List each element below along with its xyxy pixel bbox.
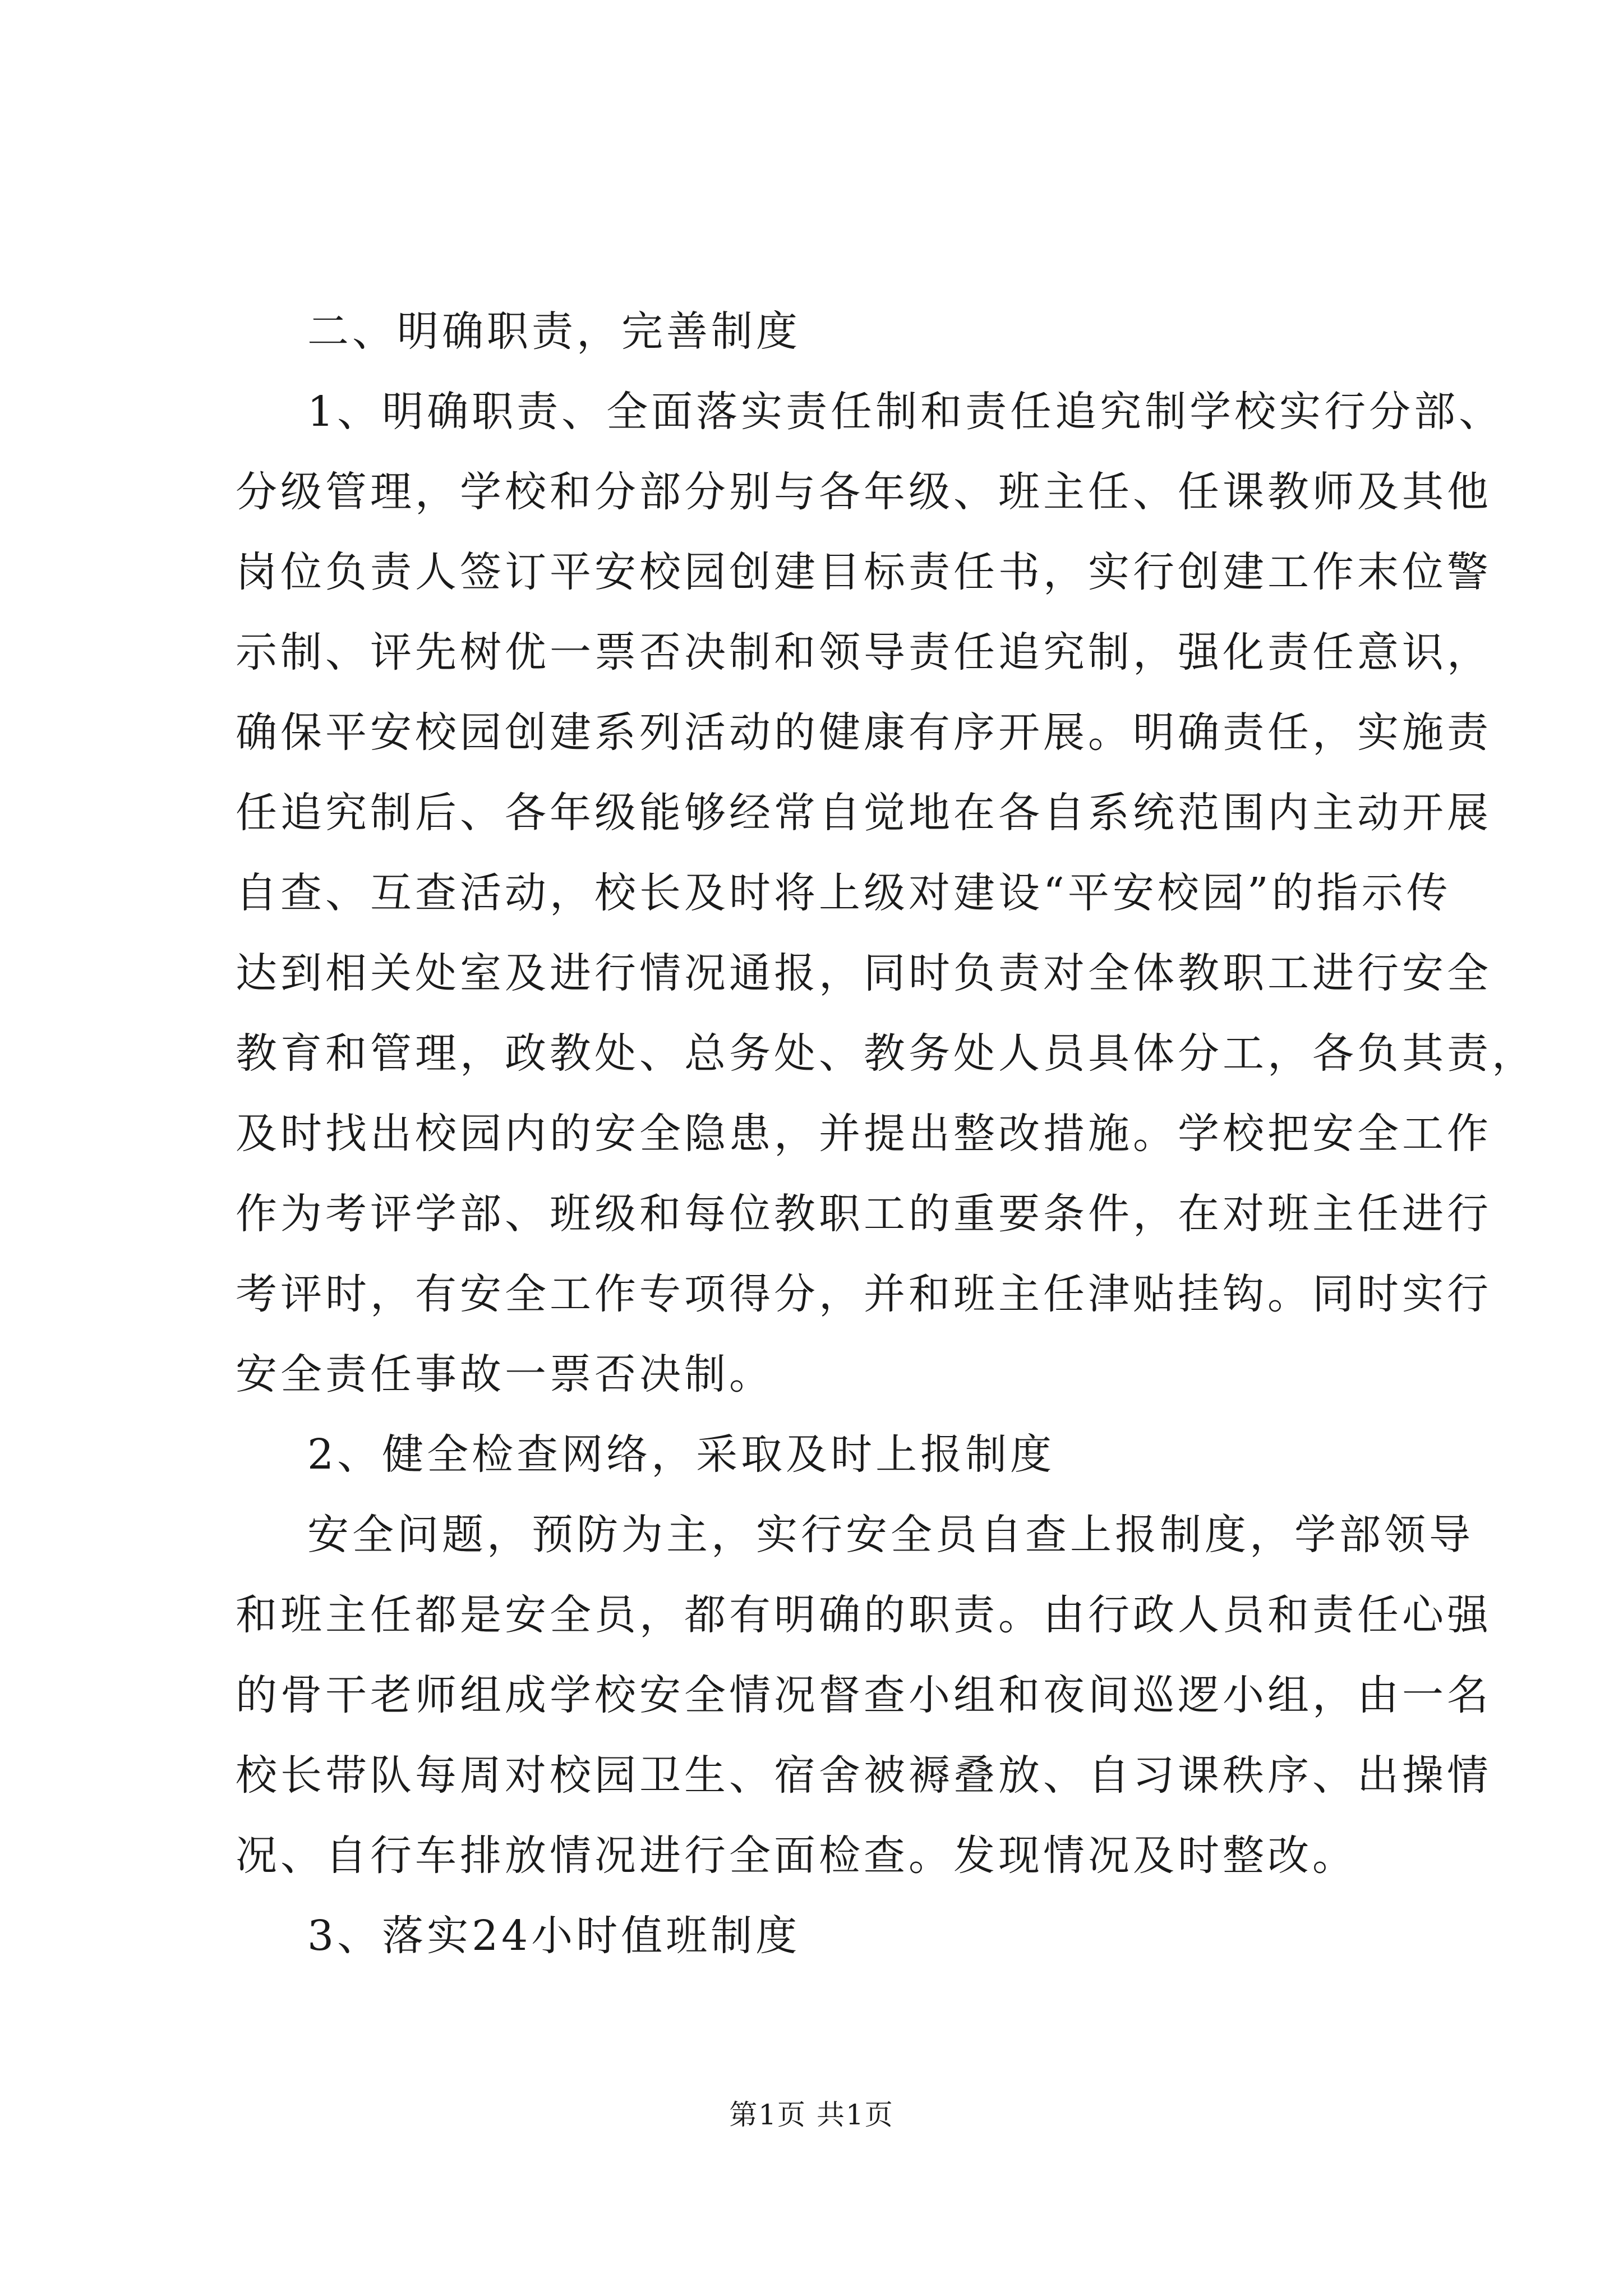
paragraph-2-line: 校长带队每周对校园卫生、宿舍被褥叠放、自习课秩序、出操情 [236,1751,1492,1800]
paragraph-1-line: 及时找出校园内的安全隐患，并提出整改措施。学校把安全工作 [236,1110,1492,1158]
paragraph-1-line: 作为考评学部、班级和每位教职工的重要条件，在对班主任进行 [236,1190,1492,1238]
paragraph-1-line: 1、明确职责、全面落实责任制和责任追究制学校实行分部、 [307,388,1504,436]
paragraph-2-line: 的骨干老师组成学校安全情况督查小组和夜间巡逻小组，由一名 [236,1671,1492,1719]
paragraph-1-line: 自查、互查活动，校长及时将上级对建设“平安校园”的指示传 [236,869,1451,917]
paragraph-1-line: 示制、评先树优一票否决制和领导责任追究制，强化责任意识， [236,628,1492,677]
paragraph-1-line: 考评时，有安全工作专项得分，并和班主任津贴挂钩。同时实行 [236,1270,1492,1318]
subheading-2: 2、健全检查网络，采取及时上报制度 [307,1430,1055,1479]
paragraph-1-line: 安全责任事故一票否决制。 [236,1350,774,1398]
paragraph-1-line: 教育和管理，政教处、总务处、教务处人员具体分工，各负其责， [236,1029,1537,1078]
paragraph-2-line: 况、自行车排放情况进行全面检查。发现情况及时整改。 [236,1832,1357,1880]
subheading-3: 3、落实24小时值班制度 [307,1912,801,1960]
page-footer: 第1页 共1页 [729,2099,894,2131]
paragraph-2-line: 安全问题，预防为主，实行安全员自查上报制度，学部领导 [307,1511,1474,1559]
paragraph-2-line: 和班主任都是安全员，都有明确的职责。由行政人员和责任心强 [236,1591,1492,1639]
paragraph-1-line: 确保平安校园创建系列活动的健康有序开展。明确责任，实施责 [236,708,1492,757]
paragraph-1-line: 达到相关处室及进行情况通报，同时负责对全体教职工进行安全 [236,949,1492,997]
paragraph-1-line: 岗位负责人签订平安校园创建目标责任书，实行创建工作末位警 [236,548,1492,596]
paragraph-1-line: 任追究制后、各年级能够经常自觉地在各自系统范围内主动开展 [236,789,1492,837]
document-body [236,292,1537,1976]
paragraph-1-line: 分级管理，学校和分部分别与各年级、班主任、任课教师及其他 [236,468,1492,516]
section-heading: 二、明确职责，完善制度 [307,307,801,356]
